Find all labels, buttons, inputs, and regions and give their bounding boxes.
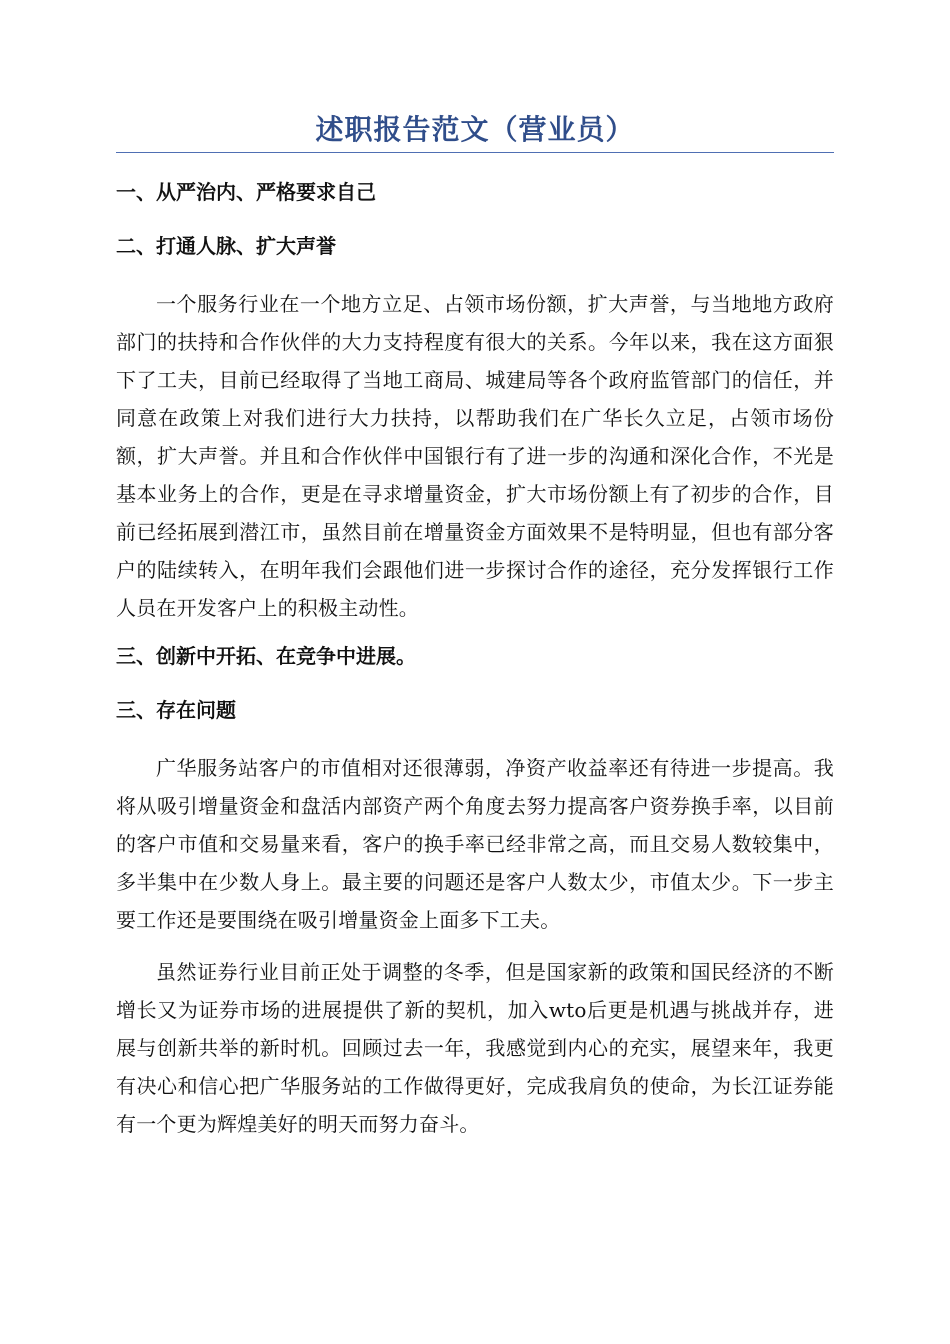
document-page (116, 110, 834, 1157)
body-paragraph-2: 广华服务站客户的市值相对还很薄弱，净资产收益率还有待进一步提高。我将从吸引增量资金和盘活内部资产两个角度去努力提高客户资券换手率，以目前的客户市值和交易量来看，客户的换手率已经非常之高，而且交易人数较集中，多半集中在少数人身上。最主要的问题还是客户人数太少，市值太少。下一步主要工作还是要围绕在吸引增量资金上面多下工夫。 (116, 756, 834, 932)
body-paragraph-1: 一个服务行业在一个地方立足、占领市场份额，扩大声誉，与当地地方政府部门的扶持和合作伙伴的大力支持程度有很大的关系。今年以来，我在这方面狠下了工夫，目前已经取得了当地工商局、城建局等各个政府监管部门的信任，并同意在政策上对我们进行大力扶持，以帮助我们在广华长久立足，占领市场份额，扩大声誉。并且和合作伙伴中国银行有了进一步的沟通和深化合作，不光是基本业务上的合作，更是在寻求增量资金，扩大市场份额上有了初步的合作，目前已经拓展到潜江市，虽然目前在增量资金方面效果不是特明显，但也有部分客户的陆续转入，在明年我们会跟他们进一步探讨合作的途径，充分发挥银行工作人员在开发客户上的积极主动性。 (116, 292, 834, 620)
document-title: 述职报告范文（营业员） (315, 113, 635, 146)
section-heading-1: 一、从严治内、严格要求自己 (116, 180, 376, 204)
title-underline (116, 152, 834, 153)
body-paragraph-3: 虽然证券行业目前正处于调整的冬季，但是国家新的政策和国民经济的不断增长又为证券市场的进展提供了新的契机，加入wto后更是机遇与挑战并存，进展与创新共举的新时机。回顾过去一年，我感觉到内心的充实，展望来年，我更有决心和信心把广华服务站的工作做得更好，完成我肩负的使命，为长江证券能有一个更为辉煌美好的明天而努力奋斗。 (116, 960, 834, 1136)
section-heading-4: 三、存在问题 (116, 698, 236, 722)
section-heading-3: 三、创新中开拓、在竞争中进展。 (116, 644, 416, 668)
section-heading-2: 二、打通人脉、扩大声誉 (116, 234, 336, 258)
